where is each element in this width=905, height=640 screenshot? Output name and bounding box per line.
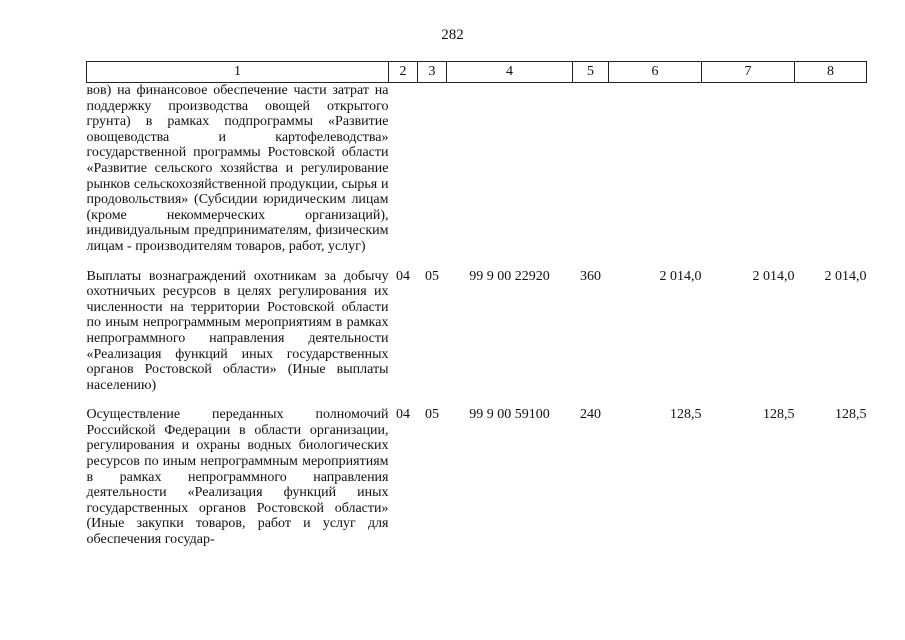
cell-subsection: 05 [425, 407, 439, 423]
cell-subsection: 05 [425, 268, 439, 284]
cell-amount-3: 2 014,0 [824, 268, 867, 284]
page-number: 282 [441, 27, 464, 43]
cell-target-code: 99 9 00 59100 [469, 407, 550, 423]
table-row [87, 83, 867, 255]
column-header: 5 [573, 62, 609, 83]
column-header: 1 [87, 62, 389, 83]
cell-section: 04 [396, 407, 410, 423]
cell-amount-2: 128,5 [763, 407, 795, 423]
cell-section [389, 83, 418, 255]
column-header: 6 [609, 62, 702, 83]
cell-subsection [418, 83, 447, 255]
cell-target-code: 99 9 00 22920 [469, 268, 550, 284]
cell-amount-1: 2 014,0 [659, 268, 702, 284]
column-header: 3 [418, 62, 447, 83]
cell-amount-1 [609, 83, 702, 255]
cell-amount-2: 2 014,0 [752, 268, 795, 284]
cell-expense-type [573, 83, 609, 255]
cell-amount-1: 128,5 [670, 407, 702, 423]
row-description: вов) на финансовое обеспечение части затрат на поддержку производства овощей открытого грунта) в рамках подпрограммы «Развитие овощеводства и картофелеводства» государственной программы Ростовской области «Развитие сельского хозяйства и регулирование рынков сельскохозяйственной продукции, сырья и продовольствия» (Субсидии юридическим лицам (кроме некоммерческих организаций), индивидуальным предпринимателям, физическим лицам - производителям товаров, работ, услуг) [86, 83, 389, 254]
column-header: 2 [389, 62, 418, 83]
row-description: Выплаты вознаграждений охотникам за добычу охотничьих ресурсов в целях регулирования их численности на территории Ростовской области по иным непрограммным мероприятиям в рамках непрограммного направления деятельности «Реализация функций иных государственных органов Ростовской области» (Иные выплаты населению) [86, 268, 389, 393]
column-header: 8 [795, 62, 867, 83]
table-row [87, 407, 867, 547]
table-row [87, 269, 867, 394]
cell-section: 04 [396, 268, 410, 284]
cell-amount-2 [702, 83, 795, 255]
cell-expense-type: 240 [580, 407, 601, 423]
cell-expense-type: 360 [580, 268, 601, 284]
cell-amount-3: 128,5 [835, 407, 867, 423]
column-header: 7 [702, 62, 795, 83]
table-header [87, 62, 867, 83]
column-header: 4 [447, 62, 573, 83]
cell-target-code [447, 83, 573, 255]
row-description: Осуществление переданных полномочий Российской Федерации в области организации, регулирования и охраны водных биологических ресурсов по иным непрограммным мероприятиям в рамках непрограммного направления деятельности «Реализация функций иных государственных органов Ростовской области» (Иные закупки товаров, работ и услуг для обеспечения государ- [86, 407, 389, 548]
cell-amount-3 [795, 83, 867, 255]
budget-table [86, 61, 867, 548]
